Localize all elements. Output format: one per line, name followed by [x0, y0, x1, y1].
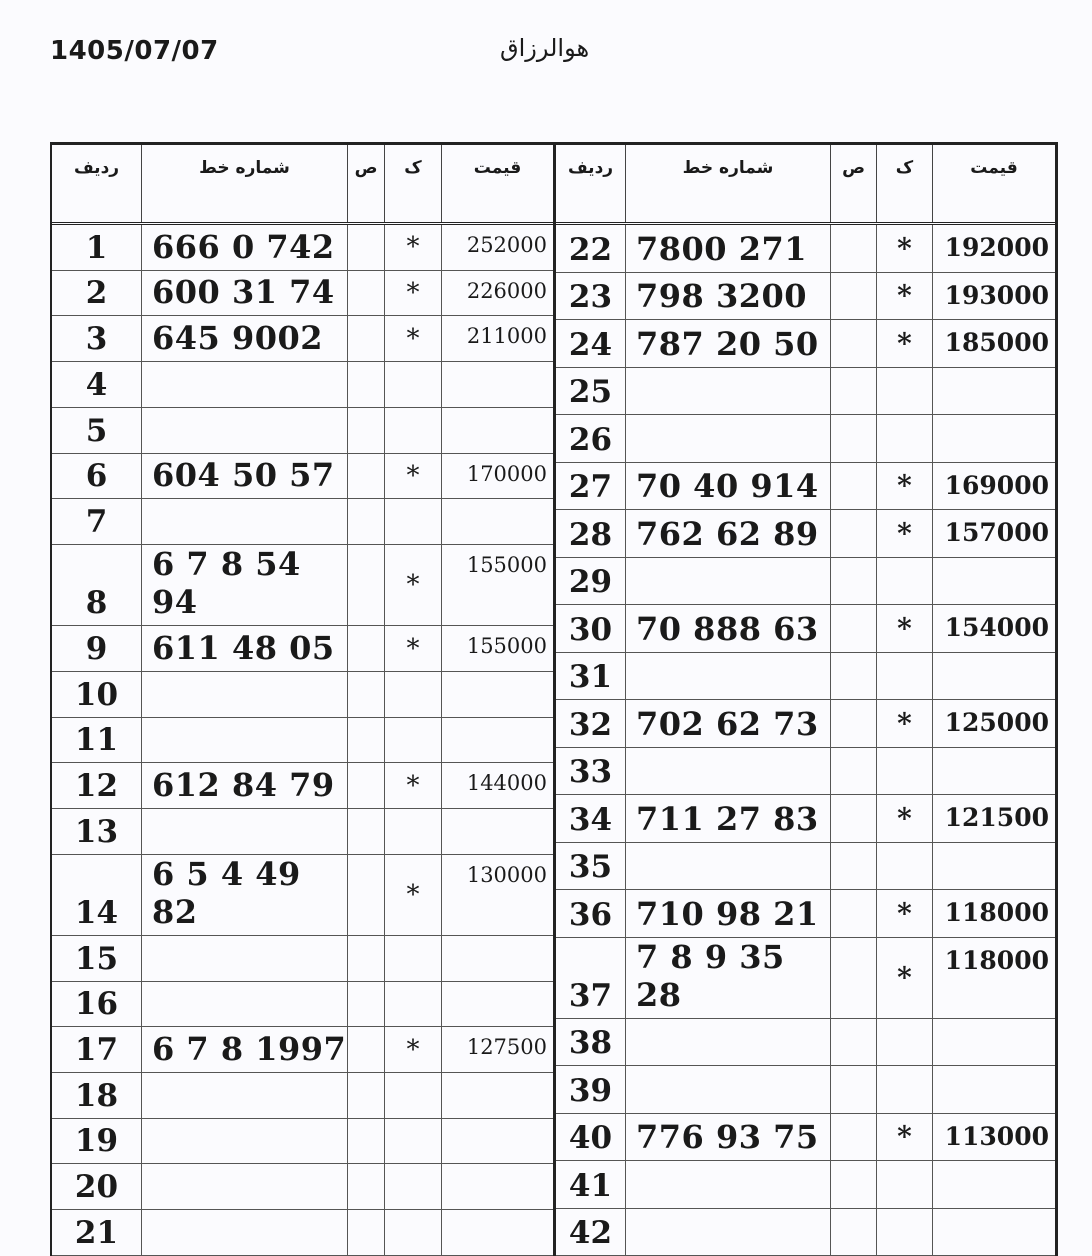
table-row: [556, 653, 1055, 701]
price: 118000: [944, 945, 1049, 975]
table-row: [52, 763, 553, 809]
s-cell: [831, 1114, 877, 1161]
price: [933, 653, 1055, 700]
s-cell: [831, 225, 877, 272]
header-row-number: ردیف: [556, 145, 626, 222]
row-number: 2: [52, 271, 142, 316]
header-s: ص: [348, 145, 385, 222]
table-left-half: [52, 145, 556, 1256]
s-cell: [348, 809, 385, 854]
price: 125000: [944, 708, 1049, 737]
k-mark: [877, 368, 933, 415]
price: 193000: [944, 280, 1049, 310]
price: [442, 499, 553, 544]
price: 113000: [944, 1121, 1049, 1151]
line-number: 600 31 74: [142, 271, 348, 316]
row-number: 11: [52, 718, 142, 763]
price: [442, 982, 553, 1027]
line-number: 7 8 9 35 28: [626, 938, 831, 1018]
table-row: [556, 320, 1055, 368]
line-number: 762 62 89: [626, 510, 831, 557]
table-row: [52, 1210, 553, 1256]
s-cell: [348, 1027, 385, 1072]
header-k: ک: [385, 145, 442, 222]
price: 169000: [944, 470, 1049, 500]
row-number: 39: [556, 1066, 626, 1113]
document-heading: هوالرزاق: [500, 34, 590, 62]
table-row: [52, 499, 553, 545]
table-row: [52, 936, 553, 982]
row-number: 21: [52, 1210, 142, 1255]
k-mark: [385, 936, 442, 981]
s-cell: [831, 510, 877, 557]
price: 185000: [944, 328, 1049, 357]
line-number: 6 7 8 54 94: [142, 545, 348, 625]
row-number: 42: [556, 1209, 626, 1256]
k-mark: [385, 1210, 442, 1255]
line-number: [142, 1119, 348, 1164]
s-cell: [348, 408, 385, 453]
line-number: 798 3200: [626, 273, 831, 320]
k-mark: *: [877, 273, 933, 320]
table-row: [556, 1209, 1055, 1256]
k-mark: [385, 408, 442, 453]
row-number: 30: [556, 605, 626, 652]
price: 154000: [944, 613, 1049, 642]
k-mark: [385, 362, 442, 407]
s-cell: [348, 454, 385, 499]
table-row: [52, 1119, 553, 1165]
table-row: [52, 1073, 553, 1119]
row-number: 31: [556, 653, 626, 700]
price: [933, 1209, 1055, 1256]
table-row: [52, 626, 553, 672]
line-number: 702 62 73: [626, 700, 831, 747]
row-number: 20: [52, 1164, 142, 1209]
header-s: ص: [831, 145, 877, 222]
table-body: [556, 225, 1055, 1256]
price: 157000: [944, 518, 1049, 547]
table-row: [556, 558, 1055, 606]
table-row: [556, 463, 1055, 511]
row-number: 29: [556, 558, 626, 605]
row-number: 25: [556, 368, 626, 415]
row-number: 17: [52, 1027, 142, 1072]
k-mark: [877, 558, 933, 605]
line-number: [142, 1164, 348, 1209]
k-mark: [385, 1164, 442, 1209]
price: 192000: [944, 233, 1049, 262]
k-mark: *: [877, 320, 933, 367]
table-row: [556, 938, 1055, 1019]
row-number: 14: [52, 855, 142, 935]
line-number: [142, 672, 348, 717]
line-number: [626, 748, 831, 795]
line-number: 612 84 79: [142, 763, 348, 808]
row-number: 38: [556, 1019, 626, 1066]
line-number: 711 27 83: [626, 795, 831, 842]
price: [442, 672, 553, 717]
s-cell: [348, 1210, 385, 1255]
table-row: [52, 362, 553, 408]
s-cell: [831, 938, 877, 1018]
row-number: 36: [556, 890, 626, 937]
row-number: 19: [52, 1119, 142, 1164]
s-cell: [348, 763, 385, 808]
row-number: 35: [556, 843, 626, 890]
row-number: 16: [52, 982, 142, 1027]
price: [933, 843, 1055, 890]
s-cell: [348, 225, 385, 270]
row-number: 12: [52, 763, 142, 808]
table-row: [556, 748, 1055, 796]
line-number: [142, 408, 348, 453]
s-cell: [348, 1119, 385, 1164]
k-mark: *: [877, 938, 933, 1018]
k-mark: [385, 1119, 442, 1164]
line-number: [142, 718, 348, 763]
s-cell: [831, 368, 877, 415]
line-number: 6 5 4 49 82: [142, 855, 348, 935]
s-cell: [831, 1019, 877, 1066]
s-cell: [831, 795, 877, 842]
row-number: 27: [556, 463, 626, 510]
row-number: 3: [52, 316, 142, 361]
row-number: 23: [556, 273, 626, 320]
k-mark: [877, 1066, 933, 1113]
k-mark: *: [877, 463, 933, 510]
table-body: [52, 225, 553, 1256]
k-mark: *: [385, 454, 442, 499]
price: [442, 1164, 553, 1209]
table-row: [556, 225, 1055, 273]
k-mark: [385, 499, 442, 544]
price: 211000: [466, 324, 547, 349]
s-cell: [831, 605, 877, 652]
price: [442, 1073, 553, 1118]
row-number: 4: [52, 362, 142, 407]
s-cell: [348, 316, 385, 361]
k-mark: *: [877, 510, 933, 557]
table-row: [556, 605, 1055, 653]
price: [442, 936, 553, 981]
k-mark: *: [877, 890, 933, 937]
k-mark: *: [877, 700, 933, 747]
line-number: 70 40 914: [626, 463, 831, 510]
price: [933, 415, 1055, 462]
table-row: [52, 225, 553, 271]
price: 121500: [944, 803, 1049, 832]
table-row: [556, 510, 1055, 558]
row-number: 22: [556, 225, 626, 272]
table-row: [52, 454, 553, 500]
k-mark: [877, 653, 933, 700]
k-mark: [385, 809, 442, 854]
table-header: [52, 145, 553, 225]
line-number: [626, 653, 831, 700]
line-number: 611 48 05: [142, 626, 348, 671]
price: 170000: [466, 461, 547, 486]
row-number: 6: [52, 454, 142, 499]
row-number: 9: [52, 626, 142, 671]
row-number: 37: [556, 938, 626, 1018]
line-number: [626, 1209, 831, 1256]
table-row: [556, 1114, 1055, 1162]
k-mark: *: [385, 316, 442, 361]
line-number: [142, 982, 348, 1027]
s-cell: [348, 499, 385, 544]
price-table: [50, 142, 1058, 1256]
price: 155000: [466, 634, 547, 659]
line-number: 7800 271: [626, 225, 831, 272]
document-date: 1405/07/07: [50, 36, 219, 66]
table-header: [556, 145, 1055, 225]
table-row: [556, 843, 1055, 891]
line-number: [626, 843, 831, 890]
line-number: [142, 362, 348, 407]
s-cell: [831, 320, 877, 367]
row-number: 8: [52, 545, 142, 625]
s-cell: [348, 672, 385, 717]
s-cell: [831, 1209, 877, 1256]
table-row: [556, 1019, 1055, 1067]
table-row: [52, 855, 553, 936]
price: 127500: [466, 1035, 547, 1060]
s-cell: [348, 1164, 385, 1209]
table-row: [556, 273, 1055, 321]
k-mark: [385, 1073, 442, 1118]
k-mark: *: [385, 855, 442, 935]
k-mark: *: [877, 795, 933, 842]
line-number: [626, 1066, 831, 1113]
row-number: 34: [556, 795, 626, 842]
line-number: 787 20 50: [626, 320, 831, 367]
price: 144000: [466, 771, 547, 796]
price: [442, 1119, 553, 1164]
k-mark: *: [877, 225, 933, 272]
k-mark: *: [385, 225, 442, 270]
line-number: 776 93 75: [626, 1114, 831, 1161]
price: [933, 368, 1055, 415]
s-cell: [348, 362, 385, 407]
table-right-half: [556, 145, 1055, 1256]
k-mark: *: [385, 545, 442, 625]
k-mark: *: [385, 271, 442, 316]
header-line-number: شماره خط: [626, 145, 831, 222]
header-price: قیمت: [473, 158, 522, 178]
s-cell: [348, 982, 385, 1027]
s-cell: [348, 545, 385, 625]
price: 155000: [466, 553, 547, 578]
s-cell: [348, 855, 385, 935]
line-number: [142, 499, 348, 544]
table-row: [52, 1027, 553, 1073]
row-number: 40: [556, 1114, 626, 1161]
s-cell: [348, 1073, 385, 1118]
line-number: [626, 415, 831, 462]
s-cell: [831, 415, 877, 462]
s-cell: [348, 271, 385, 316]
price: 118000: [944, 898, 1049, 927]
s-cell: [831, 890, 877, 937]
table-row: [52, 1164, 553, 1210]
s-cell: [831, 700, 877, 747]
k-mark: *: [385, 626, 442, 671]
table-row: [52, 408, 553, 454]
s-cell: [348, 718, 385, 763]
table-row: [52, 718, 553, 764]
k-mark: *: [877, 1114, 933, 1161]
line-number: [626, 368, 831, 415]
line-number: [142, 1073, 348, 1118]
k-mark: [877, 415, 933, 462]
line-number: [142, 936, 348, 981]
row-number: 1: [52, 225, 142, 270]
table-row: [556, 700, 1055, 748]
header-k: ک: [877, 145, 933, 222]
row-number: 26: [556, 415, 626, 462]
header-price: قیمت: [970, 158, 1018, 178]
k-mark: [877, 843, 933, 890]
line-number: [142, 1210, 348, 1255]
table-row: [52, 545, 553, 626]
k-mark: [385, 672, 442, 717]
price: [933, 1161, 1055, 1208]
price: [933, 748, 1055, 795]
price: 130000: [466, 862, 547, 887]
s-cell: [831, 463, 877, 510]
line-number: 604 50 57: [142, 454, 348, 499]
row-number: 24: [556, 320, 626, 367]
table-row: [556, 795, 1055, 843]
table-row: [52, 316, 553, 362]
s-cell: [831, 273, 877, 320]
table-row: [52, 271, 553, 317]
k-mark: [877, 1209, 933, 1256]
k-mark: [877, 748, 933, 795]
row-number: 10: [52, 672, 142, 717]
line-number: [626, 558, 831, 605]
line-number: 710 98 21: [626, 890, 831, 937]
row-number: 28: [556, 510, 626, 557]
table-row: [52, 672, 553, 718]
line-number: [626, 1161, 831, 1208]
price: [442, 362, 553, 407]
row-number: 33: [556, 748, 626, 795]
k-mark: [385, 982, 442, 1027]
k-mark: *: [877, 605, 933, 652]
table-row: [52, 809, 553, 855]
s-cell: [831, 653, 877, 700]
price: [442, 408, 553, 453]
table-row: [556, 415, 1055, 463]
price: [442, 718, 553, 763]
s-cell: [831, 1066, 877, 1113]
row-number: 5: [52, 408, 142, 453]
k-mark: [877, 1019, 933, 1066]
line-number: 645 9002: [142, 316, 348, 361]
row-number: 18: [52, 1073, 142, 1118]
table-row: [556, 368, 1055, 416]
header-line-number: شماره خط: [142, 145, 348, 222]
price: 252000: [466, 233, 547, 257]
line-number: 6 7 8 1997: [142, 1027, 348, 1072]
row-number: 7: [52, 499, 142, 544]
s-cell: [831, 748, 877, 795]
price: [933, 558, 1055, 605]
line-number: [142, 809, 348, 854]
line-number: 666 0 742: [142, 225, 348, 270]
table-row: [556, 1161, 1055, 1209]
line-number: [626, 1019, 831, 1066]
line-number: 70 888 63: [626, 605, 831, 652]
s-cell: [831, 558, 877, 605]
k-mark: [385, 718, 442, 763]
k-mark: *: [385, 763, 442, 808]
k-mark: [877, 1161, 933, 1208]
price: 226000: [466, 278, 547, 303]
s-cell: [831, 1161, 877, 1208]
k-mark: *: [385, 1027, 442, 1072]
s-cell: [348, 936, 385, 981]
header-row-number: ردیف: [52, 145, 142, 222]
price: [933, 1066, 1055, 1113]
price: [442, 1210, 553, 1255]
table-row: [556, 1066, 1055, 1114]
s-cell: [348, 626, 385, 671]
row-number: 13: [52, 809, 142, 854]
price: [442, 809, 553, 854]
row-number: 32: [556, 700, 626, 747]
price: [933, 1019, 1055, 1066]
table-row: [52, 982, 553, 1028]
row-number: 41: [556, 1161, 626, 1208]
s-cell: [831, 843, 877, 890]
row-number: 15: [52, 936, 142, 981]
table-row: [556, 890, 1055, 938]
